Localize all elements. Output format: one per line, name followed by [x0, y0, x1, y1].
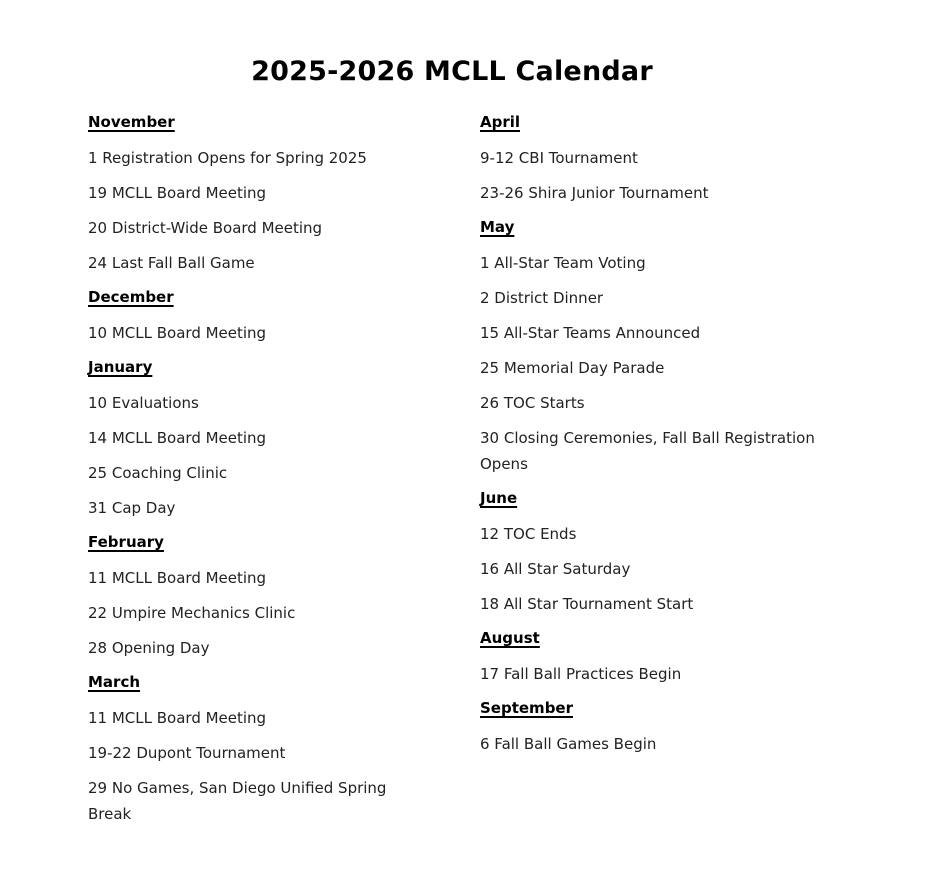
event-item: 6 Fall Ball Games Begin: [480, 735, 657, 753]
month-heading: May: [480, 218, 515, 236]
event-item: 25 Coaching Clinic: [88, 464, 228, 482]
event-item: 24 Last Fall Ball Game: [88, 254, 255, 272]
month-heading: June: [480, 489, 518, 507]
event-item: 14 MCLL Board Meeting: [88, 429, 267, 447]
event-item: 19-22 Dupont Tournament: [88, 744, 286, 762]
right-column: [480, 110, 840, 766]
event-item: 12 TOC Ends: [480, 525, 577, 543]
month-section: [480, 486, 840, 521]
event-item: 28 Opening Day: [88, 639, 210, 657]
event-item: 26 TOC Starts: [480, 394, 585, 412]
month-section: [88, 670, 448, 705]
month-section: [88, 355, 448, 390]
left-column: [88, 110, 448, 836]
month-section: [88, 285, 448, 320]
month-heading: September: [480, 699, 573, 717]
event-item: 10 Evaluations: [88, 394, 199, 412]
event-item: 11 MCLL Board Meeting: [88, 569, 267, 587]
event-item: 16 All Star Saturday: [480, 560, 631, 578]
event-item: 23-26 Shira Junior Tournament: [480, 184, 709, 202]
month-section: [88, 530, 448, 565]
month-heading: February: [88, 533, 164, 551]
month-section: [88, 110, 448, 145]
event-item: 2 District Dinner: [480, 289, 604, 307]
event-item: 30 Closing Ceremonies, Fall Ball Registration Opens: [480, 429, 815, 473]
event-item: 1 All-Star Team Voting: [480, 254, 646, 272]
month-heading: March: [88, 673, 141, 691]
month-heading: November: [88, 113, 175, 131]
month-section: [480, 696, 840, 731]
month-heading: April: [480, 113, 521, 131]
event-item: 10 MCLL Board Meeting: [88, 324, 267, 342]
event-item: 17 Fall Ball Practices Begin: [480, 665, 682, 683]
event-item: 18 All Star Tournament Start: [480, 595, 694, 613]
event-item: 9-12 CBI Tournament: [480, 149, 638, 167]
event-item: 25 Memorial Day Parade: [480, 359, 665, 377]
event-item: 11 MCLL Board Meeting: [88, 709, 267, 727]
month-section: [480, 215, 840, 250]
month-heading: December: [88, 288, 174, 306]
event-item: 29 No Games, San Diego Unified Spring Break: [88, 779, 387, 823]
month-section: [480, 626, 840, 661]
event-item: 15 All-Star Teams Announced: [480, 324, 701, 342]
event-item: 20 District-Wide Board Meeting: [88, 219, 323, 237]
event-item: 1 Registration Opens for Spring 2025: [88, 149, 367, 167]
month-heading: January: [88, 358, 153, 376]
month-section: [480, 110, 840, 145]
event-item: 31 Cap Day: [88, 499, 176, 517]
event-item: 22 Umpire Mechanics Clinic: [88, 604, 296, 622]
event-item: 19 MCLL Board Meeting: [88, 184, 267, 202]
month-heading: August: [480, 629, 540, 647]
page-title: 2025-2026 MCLL Calendar: [251, 56, 653, 87]
